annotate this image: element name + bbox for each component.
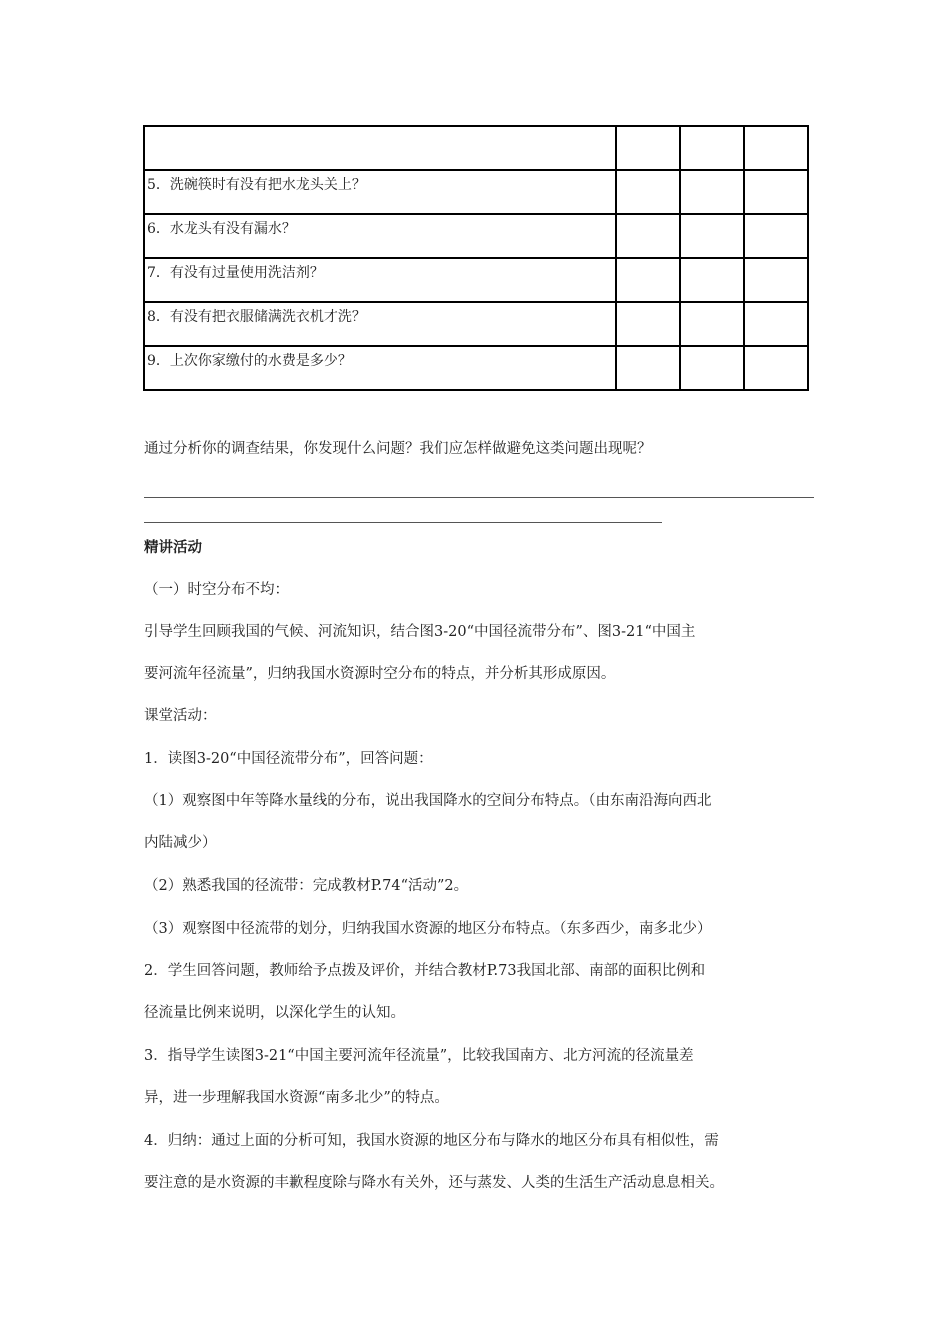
body-line: 内陆减少） <box>144 835 217 851</box>
answer-cell <box>616 126 680 170</box>
body-line: 课堂活动： <box>144 708 217 724</box>
table-row <box>144 346 808 390</box>
survey-table <box>143 125 809 391</box>
answer-line <box>144 497 814 498</box>
body-line: 异，进一步理解我国水资源“南多北少”的特点。 <box>144 1090 449 1106</box>
table-row <box>144 126 808 170</box>
question-cell: 6．水龙头有没有漏水？ <box>144 214 616 258</box>
answer-line <box>144 522 662 523</box>
body-line: （1）观察图中年等降水量线的分布，说出我国降水的空间分布特点。（由东南沿海向西北 <box>144 793 712 809</box>
answer-cell <box>680 258 744 302</box>
question-cell <box>144 126 616 170</box>
table-row <box>144 258 808 302</box>
answer-cell <box>680 346 744 390</box>
body-line: 4．归纳：通过上面的分析可知，我国水资源的地区分布与降水的地区分布具有相似性，需 <box>144 1133 719 1149</box>
body-line: （2）熟悉我国的径流带：完成教材P.74“活动”2。 <box>144 878 469 894</box>
answer-cell <box>744 214 808 258</box>
table-row <box>144 302 808 346</box>
answer-cell <box>680 214 744 258</box>
answer-cell <box>680 126 744 170</box>
body-line: 要注意的是水资源的丰歉程度除与降水有关外，还与蒸发、人类的生活生产活动息息相关。 <box>144 1175 724 1191</box>
answer-cell <box>616 346 680 390</box>
answer-cell <box>744 126 808 170</box>
question-cell: 9．上次你家缴付的水费是多少？ <box>144 346 616 390</box>
question-cell: 8．有没有把衣服储满洗衣机才洗？ <box>144 302 616 346</box>
body-line: 2．学生回答问题，教师给予点拨及评价，并结合教材P.73我国北部、南部的面积比例和 <box>144 963 706 979</box>
table-row <box>144 214 808 258</box>
answer-cell <box>680 170 744 214</box>
question-cell: 5．洗碗筷时有没有把水龙头关上？ <box>144 170 616 214</box>
reflection-prompt: 通过分析你的调查结果，你发现什么问题？我们应怎样做避免这类问题出现呢？ <box>144 441 652 457</box>
answer-cell <box>744 170 808 214</box>
question-cell: 7．有没有过量使用洗洁剂？ <box>144 258 616 302</box>
body-line: 径流量比例来说明，以深化学生的认知。 <box>144 1005 405 1021</box>
body-line: 要河流年径流量”，归纳我国水资源时空分布的特点，并分析其形成原因。 <box>144 666 616 682</box>
body-line: 引导学生回顾我国的气候、河流知识，结合图3-20“中国径流带分布”、图3-21“中国主 <box>144 624 696 640</box>
body-line: （一）时空分布不均： <box>144 582 289 598</box>
body-line: （3）观察图中径流带的划分，归纳我国水资源的地区分布特点。（东多西少，南多北少） <box>144 921 712 937</box>
answer-cell <box>744 302 808 346</box>
answer-cell <box>744 258 808 302</box>
body-line: 3．指导学生读图3-21“中国主要河流年径流量”，比较我国南方、北方河流的径流量差 <box>144 1048 694 1064</box>
table-row <box>144 170 808 214</box>
answer-cell <box>680 302 744 346</box>
answer-cell <box>616 170 680 214</box>
answer-cell <box>744 346 808 390</box>
section-heading: 精讲活动 <box>144 539 202 556</box>
answer-cell <box>616 302 680 346</box>
answer-cell <box>616 258 680 302</box>
answer-cell <box>616 214 680 258</box>
body-line: 1．读图3-20“中国径流带分布”，回答问题： <box>144 751 433 767</box>
